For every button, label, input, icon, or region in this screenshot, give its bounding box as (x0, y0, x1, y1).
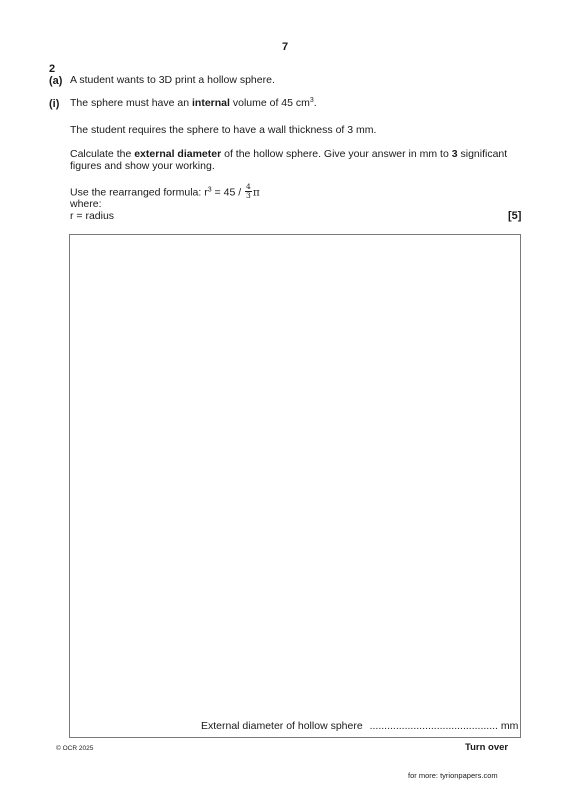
calculation-instruction-line2: figures and show your working. (70, 160, 215, 172)
calculation-instruction: Calculate the external diameter of the hollow sphere. Give your answer in mm to 3 significant (70, 148, 508, 160)
answer-line (201, 720, 519, 732)
radius-definition: r = radius (70, 210, 115, 222)
answer-dots[interactable]: ............................................ (369, 720, 498, 732)
part-i-label: (i) (49, 98, 60, 110)
part-a-text: A student wants to 3D print a hollow sphere. (70, 74, 275, 86)
formula: Use the rearranged formula: $r^3 = 45$ / $\frac{4}{3}$ π (70, 182, 260, 200)
answer-label: External diameter of hollow sphere (201, 720, 363, 732)
part-a-label: (a) (49, 75, 63, 87)
wall-thickness-statement: The student requires the sphere to have a wall thickness of 3 mm. (70, 124, 377, 136)
where-label: where: (70, 198, 102, 210)
page-number: 7 (281, 41, 289, 53)
working-space-box[interactable] (69, 234, 521, 738)
marks-badge: [5] (508, 210, 522, 222)
question-number: 2 (49, 63, 56, 75)
answer-unit: mm (500, 720, 519, 732)
four-thirds-fraction: $\frac{4}{3}$ (246, 182, 251, 200)
turn-over: Turn over (465, 742, 509, 753)
copyright: © OCR 2025 (56, 745, 94, 752)
volume-statement: The sphere must have an internal volume of 45 $cm^3$. (70, 97, 317, 109)
source-note: for more: tyrionpapers.com (408, 771, 498, 780)
